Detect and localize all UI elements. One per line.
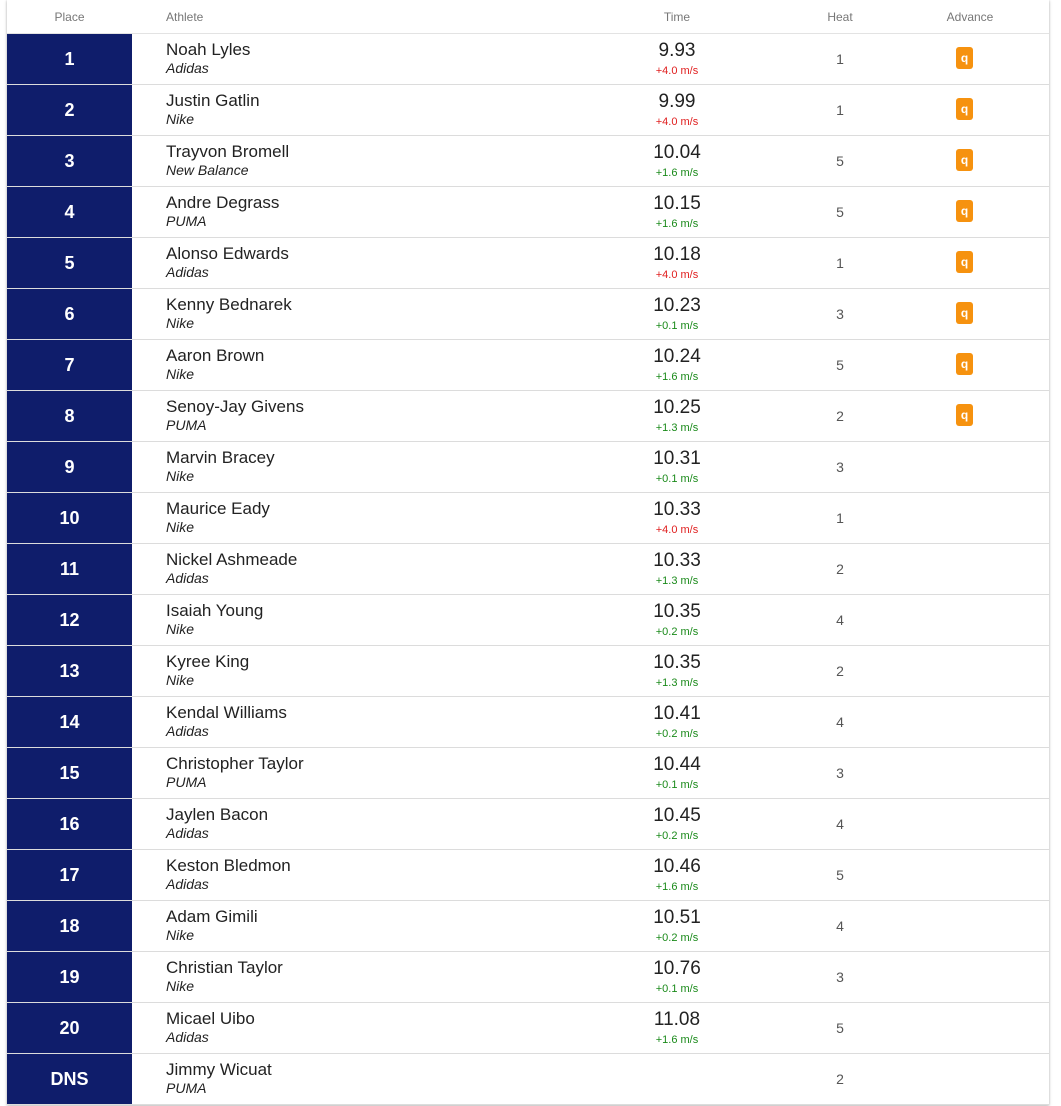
wind-reading: +1.3 m/s [655,422,699,434]
wind-reading: +0.2 m/s [655,932,699,944]
table-row[interactable] [7,340,1049,391]
advance-badge: q [956,149,973,171]
table-row[interactable] [7,442,1049,493]
result-time: 10.45 [653,805,701,826]
athlete-name[interactable]: Noah Lyles [166,40,251,59]
wind-reading: +1.6 m/s [655,167,699,179]
athlete-name[interactable]: Kenny Bednarek [166,295,292,314]
place-badge: 5 [7,238,132,288]
place-badge: 2 [7,85,132,135]
athlete-name[interactable]: Christian Taylor [166,958,283,977]
athlete-name[interactable]: Aaron Brown [166,346,265,365]
place-badge: 20 [7,1003,132,1053]
place-badge: 13 [7,646,132,696]
athlete-name[interactable]: Andre Degrass [166,193,280,212]
header-advance: Advance [946,10,994,24]
table-row[interactable] [7,1054,1049,1105]
wind-reading: +0.2 m/s [655,626,699,638]
athlete-team: Adidas [166,876,209,892]
wind-reading: +1.3 m/s [655,677,699,689]
place-badge: 11 [7,544,132,594]
heat-number: 3 [836,306,844,322]
advance-badge: q [956,200,973,222]
table-row[interactable] [7,34,1049,85]
heat-number: 4 [836,714,844,730]
heat-number: 5 [836,153,844,169]
place-badge: 16 [7,799,132,849]
athlete-name[interactable]: Jaylen Bacon [166,805,269,824]
wind-reading: +1.6 m/s [655,371,699,383]
heat-number: 4 [836,612,844,628]
athlete-team: Adidas [166,60,209,76]
wind-reading: +0.1 m/s [655,779,699,791]
athlete-team: Adidas [166,570,209,586]
result-time: 10.51 [653,907,701,928]
heat-number: 2 [836,408,844,424]
results-table [7,0,1049,1105]
athlete-team: Nike [166,468,195,484]
athlete-name[interactable]: Micael Uibo [166,1009,255,1028]
table-row[interactable] [7,1003,1049,1054]
result-time: 10.31 [653,448,701,469]
result-time: 9.99 [658,91,696,112]
wind-reading: +4.0 m/s [655,524,699,536]
result-time: 11.08 [653,1009,701,1030]
athlete-team: Nike [166,519,195,535]
heat-number: 5 [836,867,844,883]
place-badge: 19 [7,952,132,1002]
place-badge: 14 [7,697,132,747]
place-badge: 9 [7,442,132,492]
athlete-name[interactable]: Trayvon Bromell [166,142,290,161]
wind-reading: +0.1 m/s [655,320,699,332]
athlete-name[interactable]: Kyree King [166,652,250,671]
table-row[interactable] [7,697,1049,748]
result-time: 10.41 [653,703,701,724]
wind-reading: +1.6 m/s [655,881,699,893]
table-row[interactable] [7,289,1049,340]
place-badge: 4 [7,187,132,237]
wind-reading: +1.6 m/s [655,1034,699,1046]
athlete-name[interactable]: Senoy-Jay Givens [166,397,304,416]
heat-number: 3 [836,765,844,781]
place-badge: 7 [7,340,132,390]
athlete-name[interactable]: Marvin Bracey [166,448,275,467]
place-badge: 1 [7,34,132,84]
table-row[interactable] [7,748,1049,799]
table-row[interactable] [7,136,1049,187]
result-time: 10.04 [653,142,701,163]
advance-badge: q [956,251,973,273]
result-time: 10.46 [653,856,701,877]
table-row[interactable] [7,544,1049,595]
wind-reading: +4.0 m/s [655,116,699,128]
advance-badge: q [956,47,973,69]
athlete-name[interactable]: Christopher Taylor [166,754,304,773]
table-row[interactable] [7,952,1049,1003]
result-time: 10.35 [653,652,701,673]
table-header [7,0,1049,34]
place-badge: 6 [7,289,132,339]
wind-reading: +0.1 m/s [655,983,699,995]
place-badge: 15 [7,748,132,798]
header-place: Place [54,10,85,24]
athlete-team: PUMA [166,774,207,790]
table-body [7,34,1049,1105]
heat-number: 3 [836,459,844,475]
result-time: 10.18 [653,244,701,265]
athlete-name[interactable]: Isaiah Young [166,601,264,620]
athlete-name[interactable]: Nickel Ashmeade [166,550,298,569]
heat-number: 2 [836,561,844,577]
advance-badge: q [956,353,973,375]
result-time: 10.44 [653,754,701,775]
advance-badge: q [956,404,973,426]
athlete-team: Adidas [166,723,209,739]
athlete-team: Nike [166,366,195,382]
athlete-name[interactable]: Jimmy Wicuat [166,1060,272,1079]
result-time: 10.33 [653,550,701,571]
wind-reading: +1.3 m/s [655,575,699,587]
heat-number: 1 [836,255,844,271]
advance-badge: q [956,302,973,324]
athlete-team: Nike [166,111,195,127]
heat-number: 5 [836,357,844,373]
heat-number: 4 [836,816,844,832]
athlete-name[interactable]: Keston Bledmon [166,856,291,875]
heat-number: 4 [836,918,844,934]
athlete-team: Nike [166,978,195,994]
athlete-name[interactable]: Justin Gatlin [166,91,260,110]
athlete-name[interactable]: Adam Gimili [166,907,258,926]
result-time: 10.76 [653,958,701,979]
place-badge: 10 [7,493,132,543]
place-badge: 8 [7,391,132,441]
place-badge: 18 [7,901,132,951]
athlete-team: Nike [166,927,195,943]
table-row[interactable] [7,799,1049,850]
table-row[interactable] [7,493,1049,544]
athlete-team: Nike [166,621,195,637]
table-row[interactable] [7,85,1049,136]
table-row[interactable] [7,187,1049,238]
result-time: 10.24 [653,346,701,367]
athlete-team: Adidas [166,825,209,841]
header-time: Time [663,10,691,24]
wind-reading: +0.2 m/s [655,728,699,740]
athlete-team: Adidas [166,1029,209,1045]
result-time: 10.35 [653,601,701,622]
wind-reading: +4.0 m/s [655,269,699,281]
heat-number: 5 [836,1020,844,1036]
athlete-team: PUMA [166,213,207,229]
wind-reading: +0.1 m/s [655,473,699,485]
table-row[interactable] [7,850,1049,901]
result-time: 10.25 [653,397,701,418]
table-row[interactable] [7,595,1049,646]
heat-number: 5 [836,204,844,220]
place-badge: 3 [7,136,132,186]
athlete-team: Adidas [166,264,209,280]
heat-number: 2 [836,1071,844,1087]
result-time: 10.23 [653,295,701,316]
header-heat: Heat [827,10,853,24]
result-time: 9.93 [658,40,696,61]
heat-number: 2 [836,663,844,679]
table-row[interactable] [7,646,1049,697]
athlete-name[interactable]: Alonso Edwards [166,244,289,263]
athlete-team: PUMA [166,1080,207,1096]
place-badge: 17 [7,850,132,900]
athlete-name[interactable]: Kendal Williams [166,703,287,722]
athlete-team: PUMA [166,417,207,433]
heat-number: 1 [836,51,844,67]
result-time: 10.15 [653,193,701,214]
athlete-team: Nike [166,672,195,688]
wind-reading: +4.0 m/s [655,65,699,77]
table-row[interactable] [7,901,1049,952]
wind-reading: +1.6 m/s [655,218,699,230]
heat-number: 3 [836,969,844,985]
table-row[interactable] [7,391,1049,442]
athlete-name[interactable]: Maurice Eady [166,499,270,518]
place-badge: DNS [7,1054,132,1104]
place-badge: 12 [7,595,132,645]
header-athlete: Athlete [166,10,204,24]
table-row[interactable] [7,238,1049,289]
athlete-team: New Balance [166,162,249,178]
result-time: 10.33 [653,499,701,520]
advance-badge: q [956,98,973,120]
heat-number: 1 [836,510,844,526]
athlete-team: Nike [166,315,195,331]
heat-number: 1 [836,102,844,118]
wind-reading: +0.2 m/s [655,830,699,842]
